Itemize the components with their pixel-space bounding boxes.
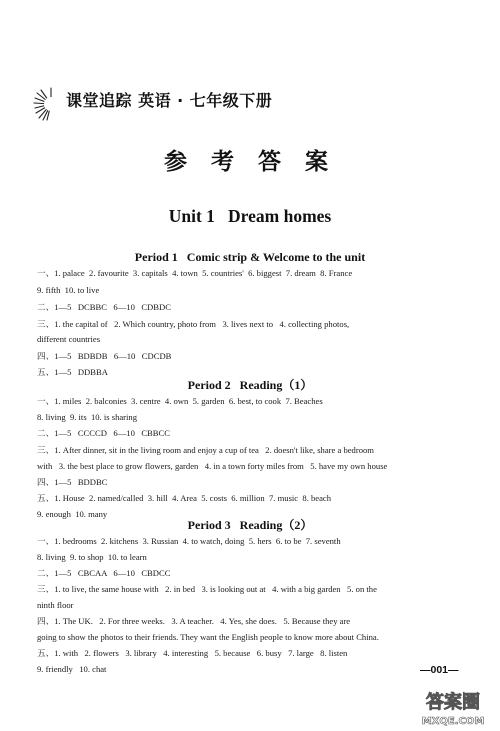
answer-line: 9. friendly 10. chat: [37, 664, 107, 674]
answer-line: 一、1. miles 2. balconies 3. centre 4. own 5. garden 6. best, to cook 7. Beaches: [37, 396, 323, 406]
answer-line: 8. living 9. to shop 10. to learn: [37, 552, 147, 562]
answer-line: with 3. the best place to grow flowers, garden 4. in a town forty miles from 5. have my own house: [37, 461, 388, 471]
answer-line: 一、1. palace 2. favourite 3. capitals 4. town 5. countries' 6. biggest 7. dream 8. France: [37, 268, 353, 278]
answer-line: different countries: [37, 334, 101, 344]
answer-line: 三、1. the capital of 2. Which country, photo from 3. lives next to 4. collecting photos,: [37, 319, 350, 329]
answer-line: 四、1. The UK. 2. For three weeks. 3. A teacher. 4. Yes, she does. 5. Because they are: [37, 616, 351, 626]
answer-line: 五、1—5 DDBBA: [37, 367, 108, 377]
answer-line: 一、1. bedrooms 2. kitchens 3. Russian 4. to watch, doing 5. hers 6. to be 7. seventh: [37, 536, 341, 546]
page-title: 参 考 答 案: [163, 149, 337, 175]
period-2-title: Period 2 Reading（1）: [187, 378, 313, 392]
answer-line: 9. fifth 10. to live: [37, 285, 100, 295]
answer-line: 四、1—5 BDBDB 6—10 CDCDB: [37, 351, 172, 361]
answer-line: going to show the photos to their friends. They want the English people to know more about China.: [37, 632, 379, 642]
answer-line: 四、1—5 BDDBC: [37, 477, 108, 487]
answer-line: 二、1—5 CBCAA 6—10 CBDCC: [37, 568, 171, 578]
answer-line: 9. enough 10. many: [37, 509, 108, 519]
answer-line: ninth floor: [37, 600, 74, 610]
answer-line: 二、1—5 DCBBC 6—10 CDBDC: [37, 302, 171, 312]
answer-line: 三、1. After dinner, sit in the living room and enjoy a cup of tea 2. doesn't like, share a bedroom: [37, 445, 374, 455]
answer-line: 8. living 9. its 10. is sharing: [37, 412, 138, 422]
book-series-title: 课堂追踪 英语 · 七年级下册: [66, 91, 273, 110]
unit-title: Unit 1 Dream homes: [168, 206, 332, 226]
watermark-logo: [410, 686, 496, 728]
answer-line: 五、1. with 2. flowers 3. library 4. interesting 5. because 6. busy 7. large 8. listen: [37, 648, 348, 658]
period-1-title: Period 1 Comic strip & Welcome to the unit: [134, 250, 366, 264]
page-number: —001—: [420, 664, 459, 676]
sunburst-logo-icon: [33, 86, 69, 122]
answer-line: 二、1—5 CCCCD 6—10 CBBCC: [37, 428, 170, 438]
watermark-subtext: MXQE.COM: [421, 716, 485, 727]
watermark-text: 答案圈: [426, 692, 480, 713]
answer-line: 三、1. to live, the same house with 2. in bed 3. is looking out at 4. with a big garden 5. on the: [37, 584, 377, 594]
answer-line: 五、1. House 2. named/called 3. hill 4. Area 5. costs 6. million 7. music 8. beach: [37, 493, 332, 503]
period-3-title: Period 3 Reading（2）: [187, 518, 313, 532]
book-header: [33, 84, 293, 124]
